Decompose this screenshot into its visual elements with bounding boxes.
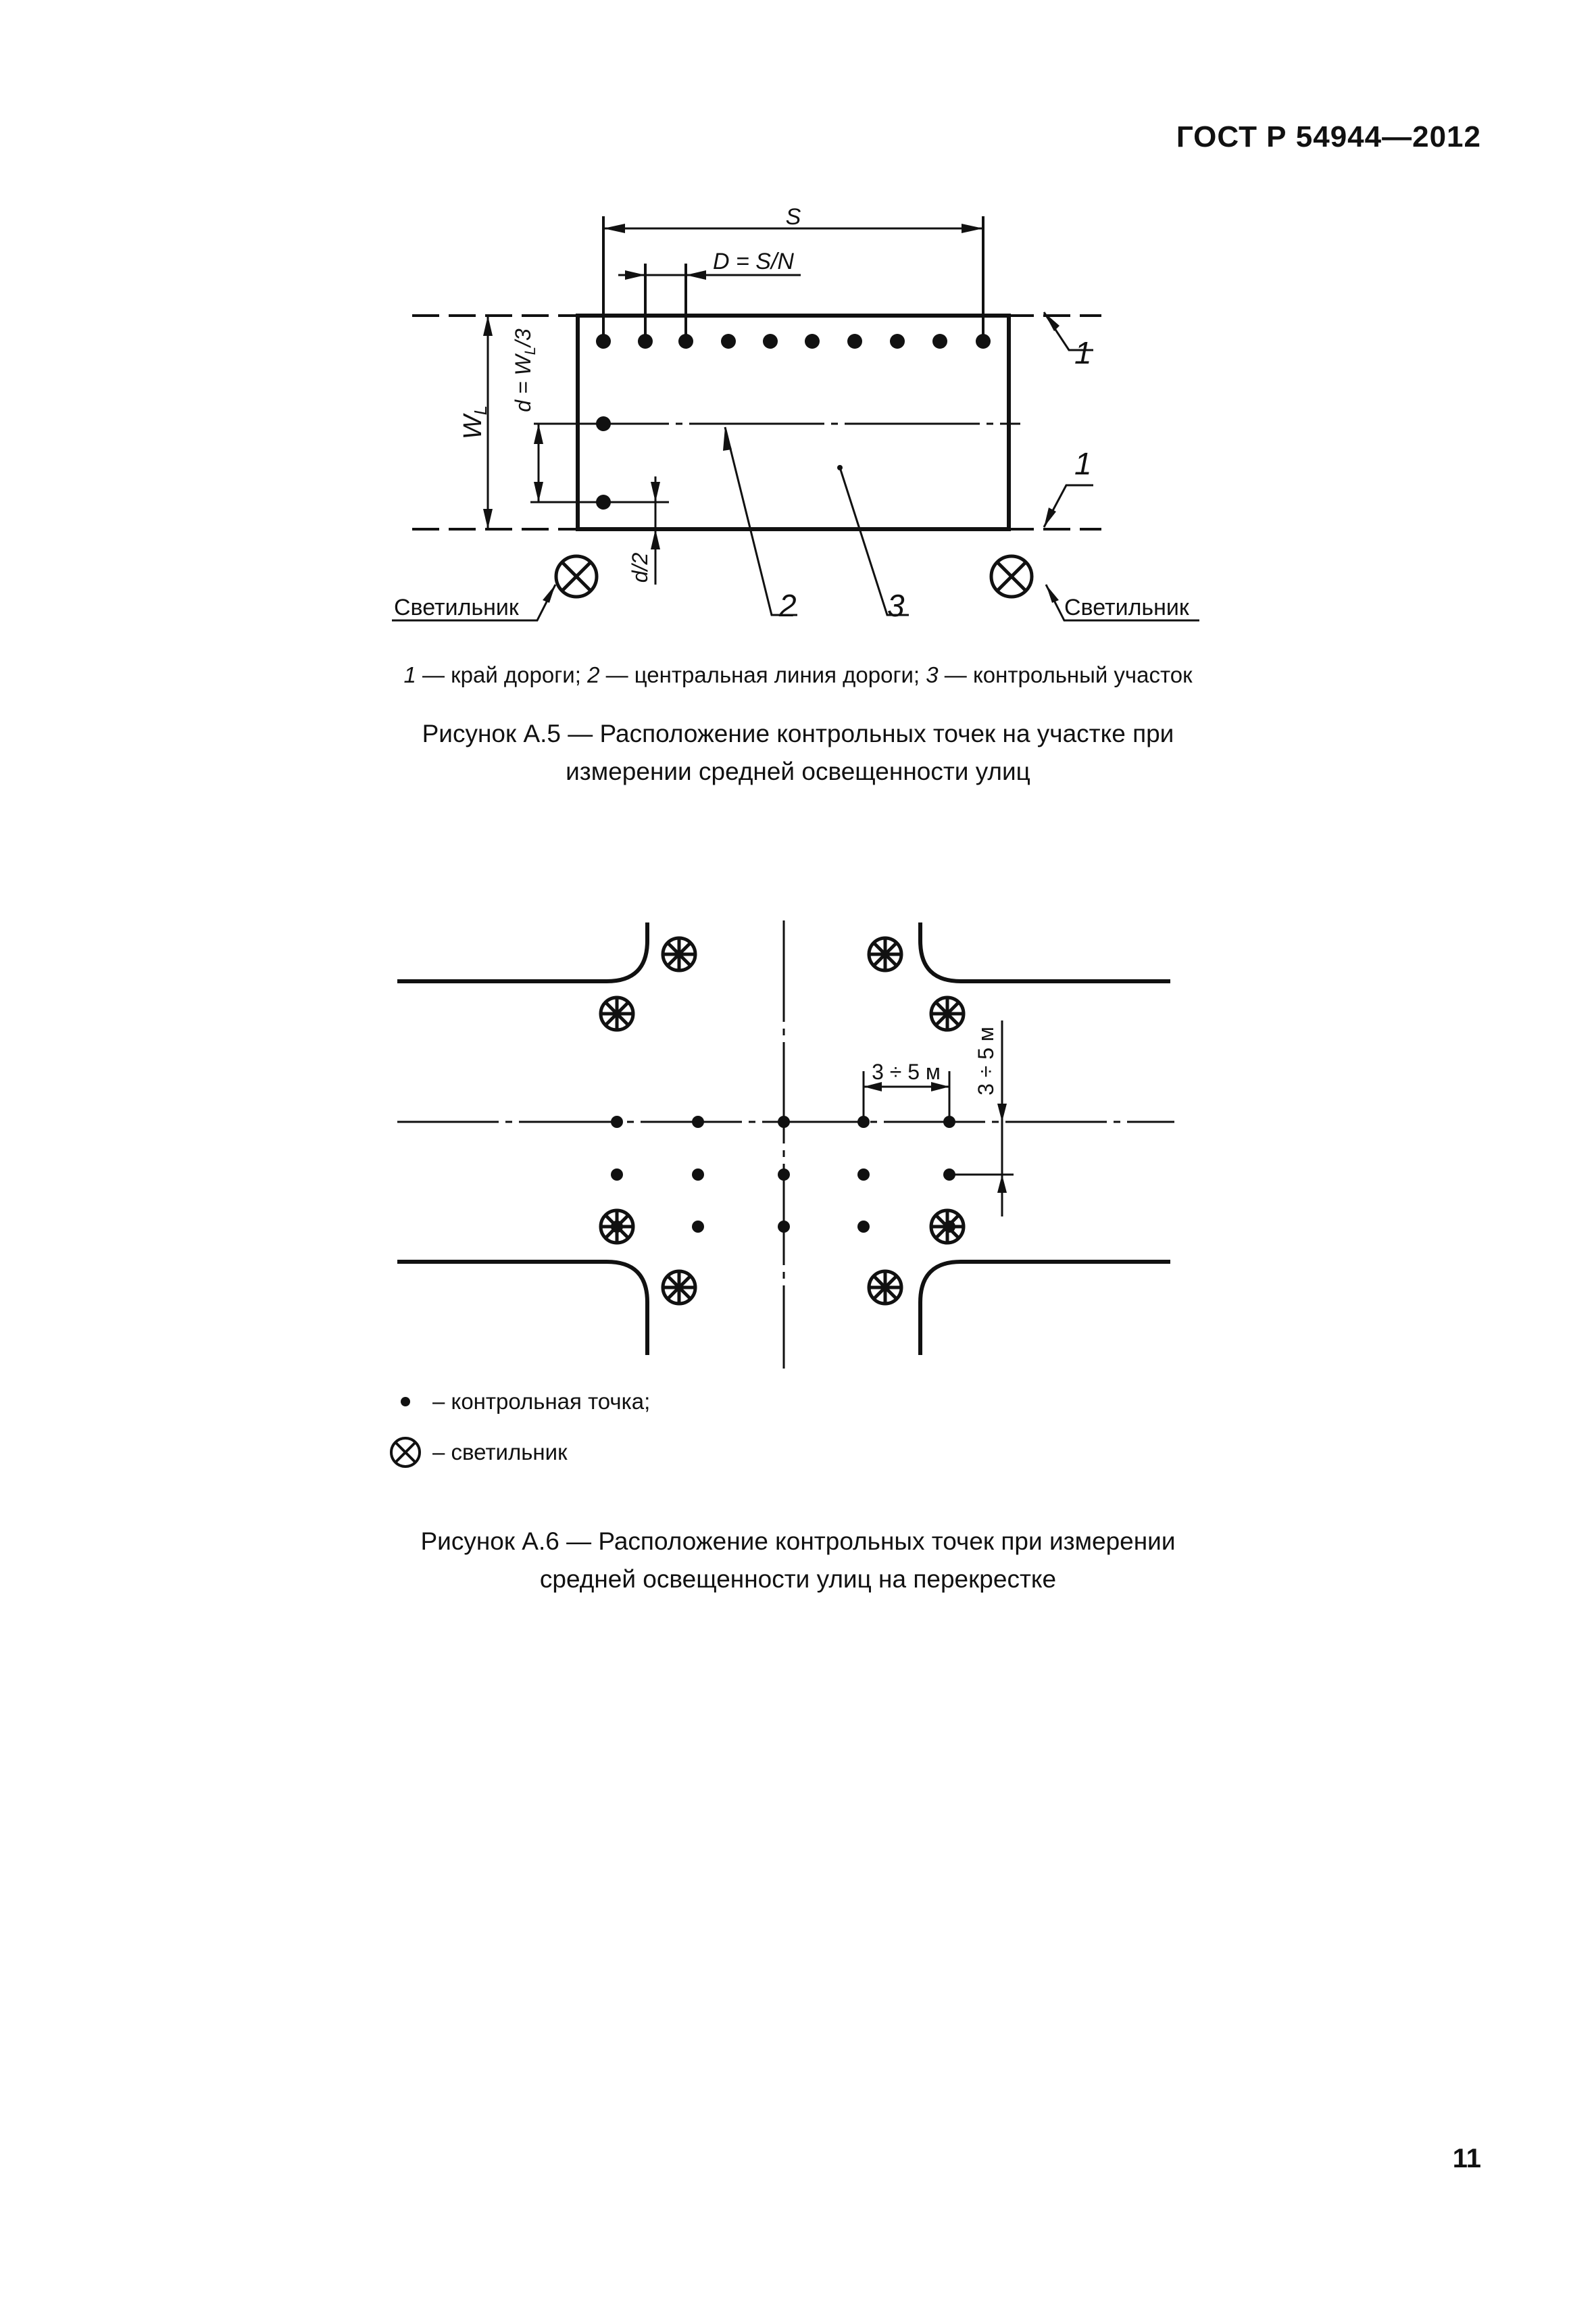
control-point — [611, 1116, 623, 1128]
control-point — [943, 1168, 955, 1181]
luminaire-icon — [869, 938, 901, 970]
callout-1-top: 1 — [1074, 335, 1092, 370]
svg-text:d = WL/3: $d = W_L/3$ — [511, 328, 539, 412]
document-standard-number: ГОСТ Р 54944—2012 — [1176, 120, 1481, 153]
legend-control-point: – контрольная точка; — [378, 1389, 650, 1414]
control-point — [943, 1116, 955, 1128]
page-number: 11 — [1452, 2144, 1481, 2173]
control-point — [692, 1221, 704, 1233]
luminaire-icon — [378, 1435, 432, 1470]
control-point — [778, 1116, 790, 1128]
curb-bottom-right — [920, 1262, 1170, 1355]
control-point — [778, 1221, 790, 1233]
callout-3: 3 — [887, 588, 905, 623]
luminaire-icon — [663, 938, 695, 970]
control-point — [857, 1221, 870, 1233]
figure-a5-legend: 1 — край дороги; 2 — центральная линия дороги; 3 — контрольный участок — [403, 662, 1193, 687]
label-s: S — [785, 204, 801, 230]
figure-a5-caption: Рисунок А.5 — Расположение контрольных точек на участке при измерении средней освещенности улиц — [422, 720, 1174, 785]
dimension-vertical — [974, 1027, 998, 1096]
control-point — [857, 1116, 870, 1128]
svg-text:d/2: d/2 — [628, 552, 652, 583]
figure-a6-caption: Рисунок А.6 — Расположение контрольных точек при измерении средней освещенности улиц на перекрестке — [420, 1527, 1176, 1593]
svg-text:WL: $W_L$ — [459, 405, 491, 440]
luminaire-icon — [869, 1271, 901, 1304]
control-point — [692, 1168, 704, 1181]
luminaire-icon — [931, 998, 964, 1030]
callout-1-bottom: 1 — [1074, 446, 1092, 481]
curb-top-right — [920, 922, 1170, 981]
curb-bottom-left — [397, 1262, 647, 1355]
callout-2: 2 — [779, 588, 797, 623]
control-point — [611, 1168, 623, 1181]
curb-top-left — [397, 922, 647, 981]
luminaire-icon — [601, 1210, 633, 1243]
luminaire-label-left: Светильник — [394, 595, 519, 620]
luminaire-icon — [663, 1271, 695, 1304]
dimension-horizontal: 3 ÷ 5 м — [872, 1060, 941, 1084]
legend-luminaire: – светильник — [378, 1435, 568, 1470]
luminaire-icon — [931, 1210, 964, 1243]
control-point — [778, 1168, 790, 1181]
luminaire-label-right: Светильник — [1064, 595, 1189, 620]
control-point — [692, 1116, 704, 1128]
control-point — [857, 1168, 870, 1181]
label-d-spacing: D = S/N — [713, 249, 794, 274]
svg-text:3 ÷ 5 м: 3 ÷ 5 м — [974, 1027, 998, 1096]
luminaire-icon — [601, 998, 633, 1030]
